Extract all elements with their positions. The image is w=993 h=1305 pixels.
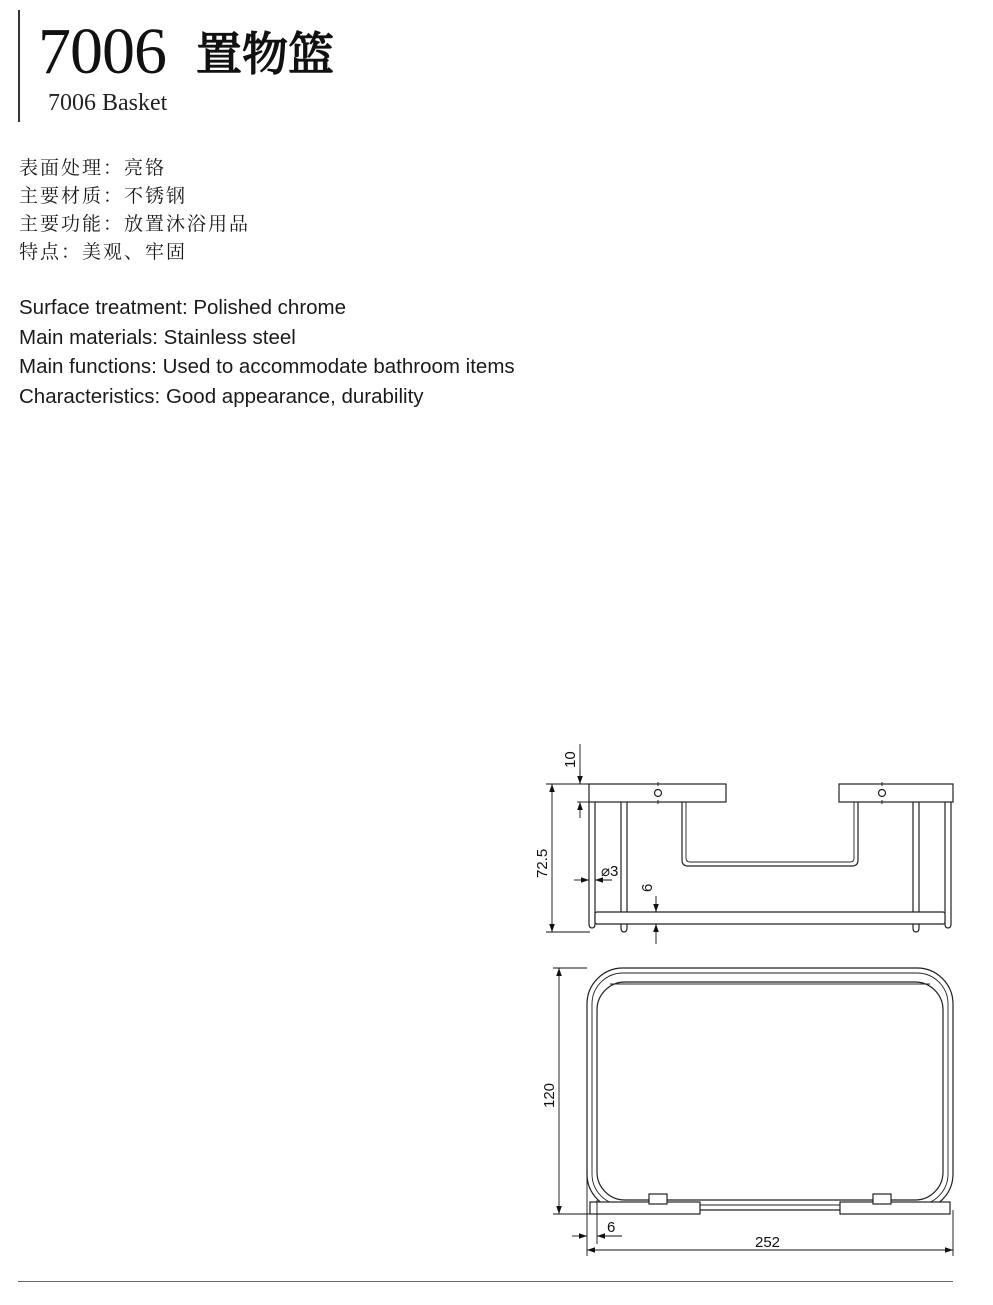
dim-width-label: 252 <box>755 1234 781 1251</box>
inner-frame <box>597 982 943 1200</box>
spec-list-chinese <box>19 154 250 266</box>
model-number: 7006 <box>38 15 166 88</box>
spec-surface-en: Surface treatment: Polished chrome <box>19 296 347 319</box>
dim-wire-label: ⌀3 <box>601 863 619 880</box>
spec-list-english <box>19 293 515 411</box>
technical-drawing <box>530 738 970 1263</box>
left-wall-plate <box>589 784 726 802</box>
outer-frame <box>587 968 953 1210</box>
dim-top-label: 10 <box>562 751 579 768</box>
center-u-wire <box>682 802 858 866</box>
dim-bar-label: 6 <box>639 883 656 892</box>
spec-function-en: Main functions: Used to accommodate bathroom items <box>19 355 515 378</box>
left-front-leg <box>589 802 595 928</box>
dim-depth-label: 120 <box>541 1082 558 1108</box>
spec-material-en: Main materials: Stainless steel <box>19 325 296 349</box>
dim-height-label: 72.5 <box>534 848 551 878</box>
spec-feature-en: Characteristics: Good appearance, durability <box>19 384 424 408</box>
spec-material-cn: 主要材质：不锈钢 <box>19 185 188 207</box>
side-view <box>589 782 953 932</box>
spec-surface-cn: 表面处理：亮铬 <box>19 157 167 179</box>
right-mount-plate <box>840 1202 950 1214</box>
dim-offset-label: 6 <box>607 1219 616 1236</box>
right-rear-leg <box>945 802 951 928</box>
spec-feature-cn: 特点：美观、牢固 <box>19 241 188 263</box>
left-mount-plate <box>590 1202 700 1214</box>
product-name-chinese: 置物篮 <box>196 27 334 81</box>
title-accent-bar <box>18 10 20 122</box>
right-mount-clip <box>873 1194 891 1204</box>
top-view <box>587 968 953 1214</box>
bottom-bar <box>595 912 945 924</box>
bottom-divider <box>18 1281 953 1282</box>
left-mount-clip <box>649 1194 667 1204</box>
spec-function-cn: 主要功能：放置沐浴用品 <box>19 213 251 235</box>
right-wall-plate <box>839 784 953 802</box>
product-name-english: 7006 Basket <box>48 90 168 116</box>
